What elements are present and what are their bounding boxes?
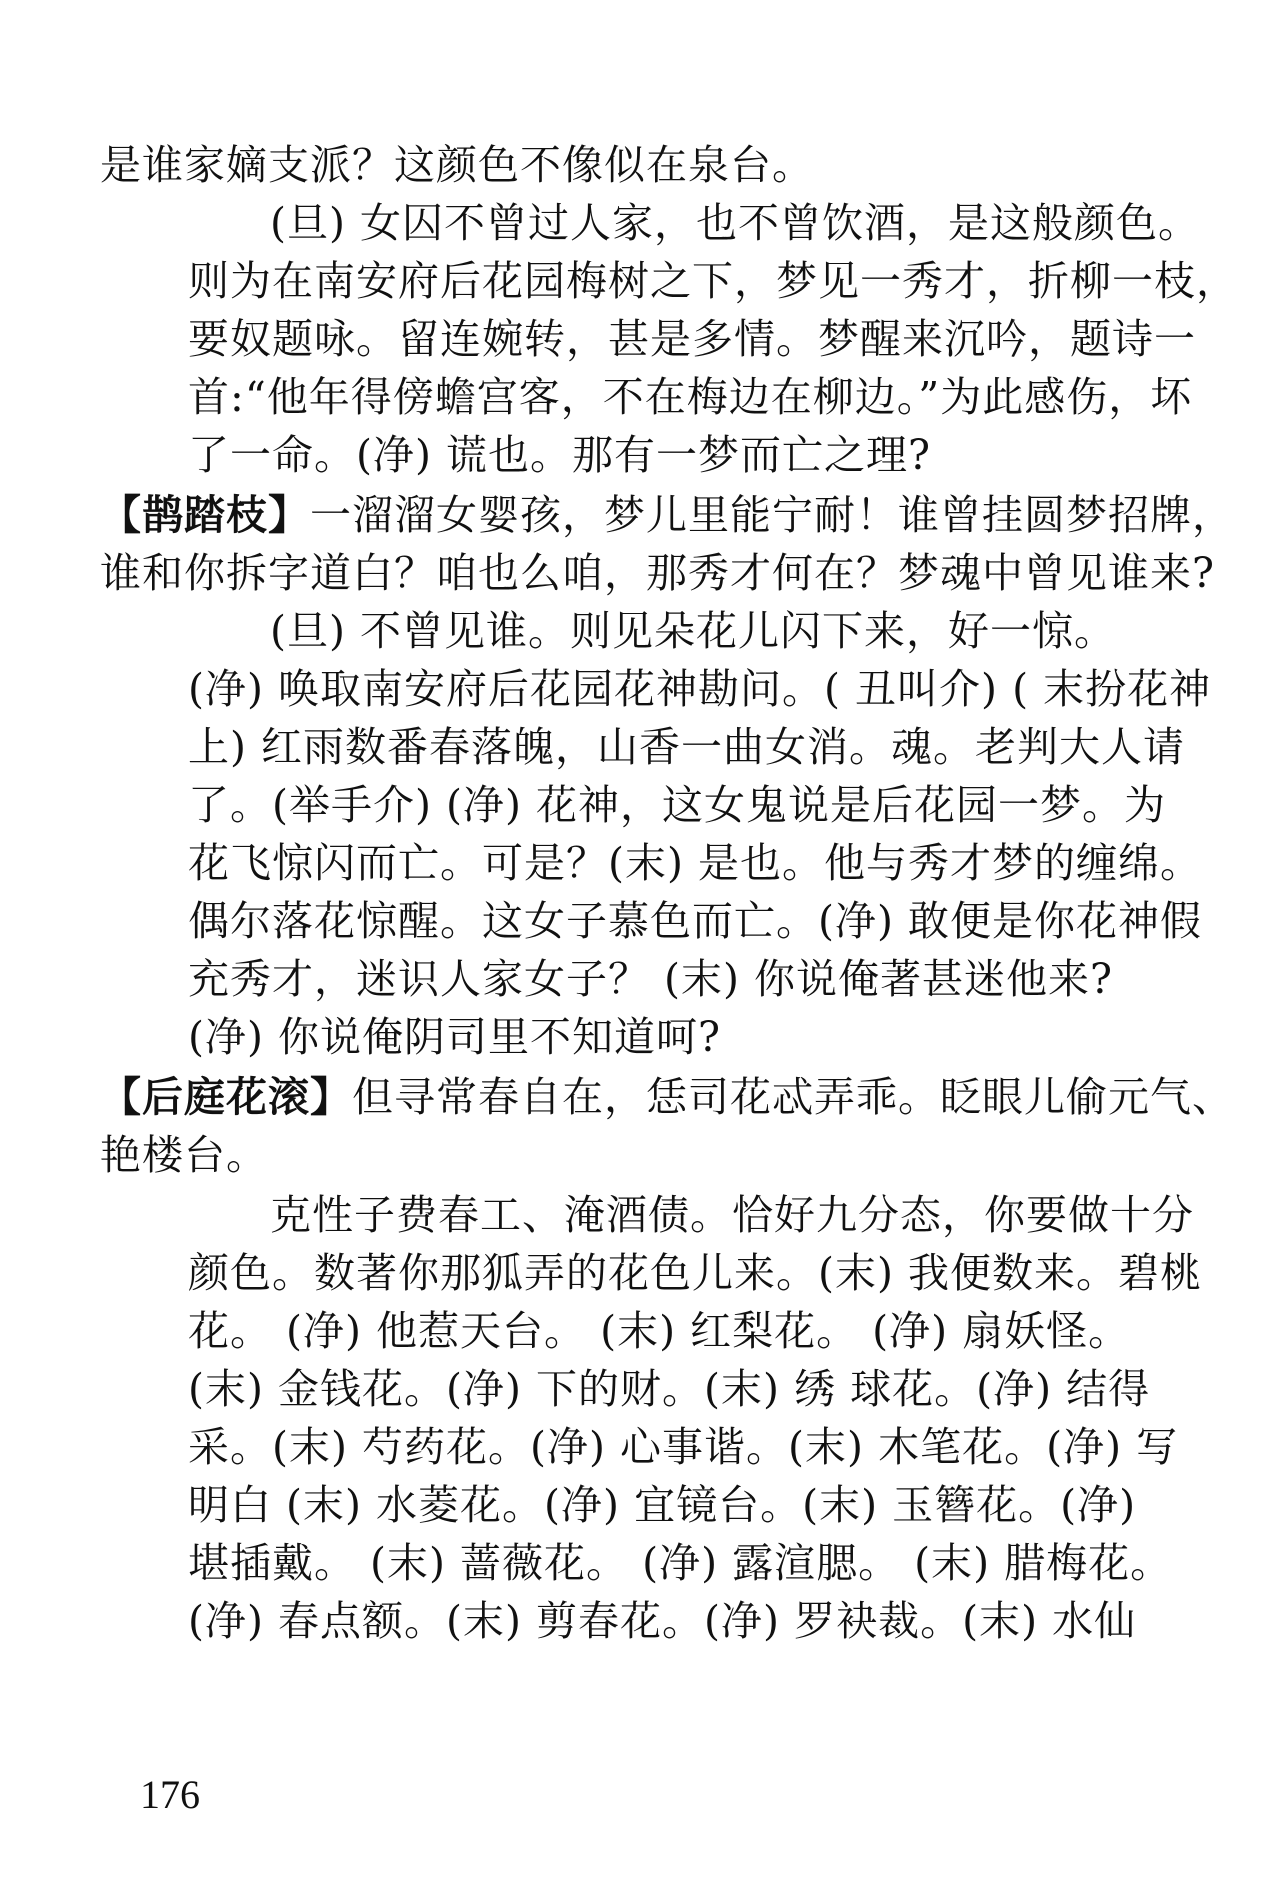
text-line [100, 542, 1215, 604]
text-line: 颜色。数著你那狐弄的花色儿来。(末) 我便数来。碧桃 [188, 1249, 1203, 1297]
tune-title: 【鹊踏枝】 [100, 491, 310, 539]
text-line: (旦) 不曾见谁。则见朵花儿闪下来，好一惊。 [270, 607, 1117, 655]
text-line: (旦) 女囚不曾过人家，也不曾饮酒，是这般颜色。 [270, 199, 1201, 247]
text-line: (净) 你说俺阴司里不知道呵? [188, 1013, 722, 1061]
text-line: 充秀才，迷识人家女子？ (末) 你说俺著甚迷他来? [188, 955, 1114, 1003]
verse-line [100, 1066, 1234, 1128]
text-line: 艳楼台。 [100, 1131, 268, 1179]
text-line: 则为在南安府后花园梅树之下，梦见一秀才，折柳一枝， [188, 257, 1238, 305]
text-line: (末) 金钱花。(净) 下的财。(末) 绣 球花。(净) 结得 [188, 1365, 1151, 1413]
text-line: 了。(举手介) (净) 花神，这女鬼说是后花园一梦。为 [188, 781, 1167, 829]
text-line: 上) 红雨数番春落魄，山香一曲女消。魂。老判大人请 [188, 723, 1186, 771]
text-line: 是谁家嫡支派？这颜色不像似在泉台。 [100, 141, 814, 189]
text-line: 了一命。(净) 谎也。那有一梦而亡之理? [188, 431, 932, 479]
page-number: 176 [140, 1772, 200, 1817]
text-line: 首:“他年得傍蟾宫客，不在梅边在柳边。”为此感伤，坏 [188, 373, 1193, 421]
text-line: 堪插戴。 (末) 蔷薇花。 (净) 露渲腮。 (末) 腊梅花。 [188, 1539, 1173, 1587]
verse-text: 一溜溜女婴孩，梦儿里能宁耐！谁曾挂圆梦招牌， [310, 491, 1234, 539]
text-line: 采。(末) 芍药花。(净) 心事谐。(末) 木笔花。(净) 写 [188, 1423, 1179, 1471]
tune-title: 【后庭花滚】 [100, 1073, 352, 1121]
text-line: 明白 (末) 水菱花。(净) 宜镜台。(末) 玉簪花。(净) [188, 1481, 1137, 1529]
text-line: 花。 (净) 他惹天台。 (末) 红梨花。 (净) 扇妖怪。 [188, 1307, 1131, 1355]
verse-text: 但寻常春自在，恁司花忒弄乖。眨眼儿偷元气、 [352, 1073, 1234, 1121]
text-line: (净) 唤取南安府后花园花神勘问。( 丑叫介) ( 末扮花神 [188, 665, 1212, 713]
text-line: (净) 春点额。(末) 剪春花。(净) 罗袂裁。(末) 水仙 [188, 1597, 1137, 1645]
text-line: 偶尔落花惊醒。这女子慕色而亡。(净) 敢便是你花神假 [188, 897, 1203, 945]
text-line: 花飞惊闪而亡。可是？(末) 是也。他与秀才梦的缠绵。 [188, 839, 1203, 887]
text-line: 克性子费春工、淹酒债。恰好九分态，你要做十分 [270, 1191, 1194, 1239]
text-line: 要奴题咏。留连婉转，甚是多情。梦醒来沉吟，题诗一 [188, 315, 1196, 363]
verse-line [100, 484, 1234, 546]
verse-text: 谁和你拆字道白？咱也么咱，那秀才何在？梦魂中曾见谁来? [100, 549, 1215, 597]
